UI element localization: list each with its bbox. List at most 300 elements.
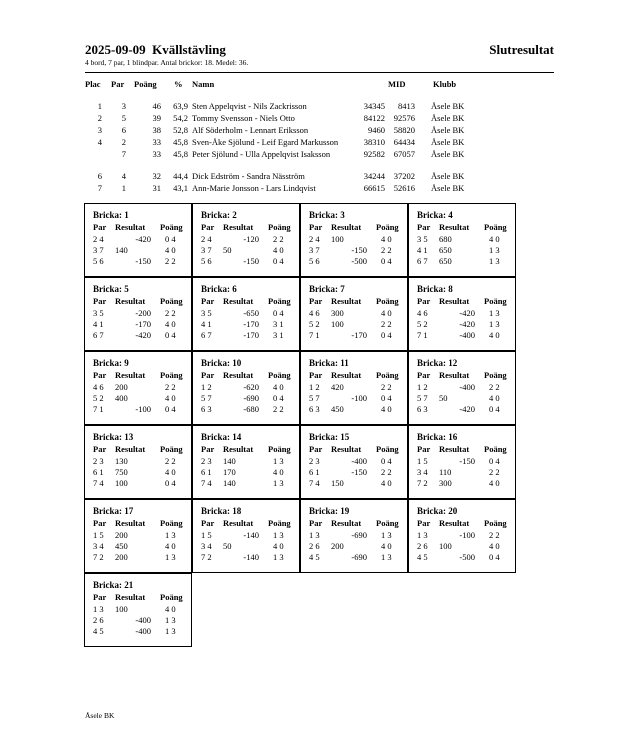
board-line: [193, 308, 301, 319]
par: 6: [121, 125, 126, 135]
points: 1 3: [165, 615, 176, 625]
mid1: 84122: [363, 113, 385, 123]
score-pos: 650: [439, 256, 452, 266]
pct: 52,8: [173, 125, 188, 135]
klubb: Åsele BK: [431, 113, 465, 123]
board-header: [409, 222, 517, 233]
mid1: 38310: [363, 137, 385, 147]
points: 1 3: [165, 530, 176, 540]
score-pos: 170: [223, 467, 236, 477]
board-line: [85, 530, 193, 541]
pct: 45,8: [173, 149, 188, 159]
board-20: [408, 499, 516, 573]
resultat-header: Resultat: [439, 518, 470, 528]
board-header: [409, 518, 517, 529]
pair: 5 7: [309, 393, 320, 403]
pair: 2 4: [309, 234, 320, 244]
score-pos: 140: [115, 245, 128, 255]
pair: 7 2: [417, 478, 428, 488]
score-neg: -100: [135, 404, 151, 414]
board-line: [193, 467, 301, 478]
score-neg: -620: [243, 382, 259, 392]
board-number: 9: [124, 358, 129, 368]
board-1: [84, 203, 192, 277]
bricka-label: Bricka:: [201, 506, 230, 516]
score-neg: -170: [243, 319, 259, 329]
board-line: [301, 467, 409, 478]
points: 1 3: [381, 552, 392, 562]
names: Sven-Åke Sjölund - Leif Egard Markusson: [192, 137, 339, 147]
par: 3: [121, 101, 126, 111]
mid2: 64434: [393, 137, 415, 147]
points: 2 2: [273, 234, 284, 244]
bricka-label: Bricka:: [93, 358, 122, 368]
board-title: [93, 580, 133, 590]
board-title: [201, 358, 241, 368]
pair: 5 2: [93, 393, 104, 403]
pair: 3 4: [93, 541, 104, 551]
board-line: [301, 256, 409, 267]
pair: 5 7: [417, 393, 428, 403]
par: 2: [121, 137, 126, 147]
score-pos: 200: [115, 382, 128, 392]
points: 2 2: [165, 256, 176, 266]
board-14: [192, 425, 300, 499]
row-spacer: [85, 161, 555, 171]
par-header: Par: [309, 370, 323, 380]
points: 1 3: [489, 245, 500, 255]
pct: 43,1: [173, 183, 188, 193]
board-header: [85, 444, 193, 455]
board-line: [193, 456, 301, 467]
board-line: [301, 319, 409, 330]
board-line: [301, 456, 409, 467]
pct: 54,2: [173, 113, 188, 123]
pair: 6 1: [201, 467, 212, 477]
pair: 4 1: [93, 319, 104, 329]
board-line: [193, 393, 301, 404]
pair: 1 2: [309, 382, 320, 392]
klubb: Åsele BK: [431, 101, 465, 111]
score-neg: -150: [351, 467, 367, 477]
board-number: 11: [340, 358, 349, 368]
plac: 4: [97, 137, 102, 147]
points: 0 4: [165, 234, 176, 244]
par-header: Par: [201, 370, 215, 380]
score-pos: 200: [331, 541, 344, 551]
score-neg: -120: [243, 234, 259, 244]
resultat-header: Resultat: [115, 592, 146, 602]
score-pos: 140: [223, 478, 236, 488]
board-9: [84, 351, 192, 425]
results-table: [85, 101, 555, 195]
score-pos: 300: [439, 478, 452, 488]
score-pos: 300: [331, 308, 344, 318]
score-pos: 400: [115, 393, 128, 403]
board-number: 16: [448, 432, 458, 442]
points: 2 2: [489, 530, 500, 540]
points: 0 4: [165, 478, 176, 488]
bricka-label: Bricka:: [309, 432, 338, 442]
score-pos: 450: [115, 541, 128, 551]
points: 2 2: [489, 382, 500, 392]
pair: 1 3: [93, 604, 104, 614]
board-title: [309, 358, 349, 368]
board-line: [409, 234, 517, 245]
poang: 33: [152, 137, 161, 147]
bricka-label: Bricka:: [417, 284, 446, 294]
bricka-label: Bricka:: [201, 210, 230, 220]
points: 0 4: [489, 404, 500, 414]
points: 4 0: [489, 330, 500, 340]
board-2: [192, 203, 300, 277]
poang-header: Poäng: [376, 222, 399, 232]
points: 4 0: [165, 604, 176, 614]
points: 1 3: [489, 256, 500, 266]
resultat-header: Resultat: [223, 444, 254, 454]
board-line: [409, 552, 517, 563]
board-19: [300, 499, 408, 573]
pair: 4 5: [93, 626, 104, 636]
points: 0 4: [381, 456, 392, 466]
board-header: [193, 444, 301, 455]
points: 4 0: [489, 234, 500, 244]
board-7: [300, 277, 408, 351]
board-title: [201, 284, 237, 294]
board-21: [84, 573, 192, 647]
pair: 7 2: [93, 552, 104, 562]
par-header: Par: [93, 370, 107, 380]
board-line: [301, 404, 409, 415]
board-number: 19: [340, 506, 350, 516]
board-number: 12: [448, 358, 458, 368]
par-header: Par: [201, 222, 215, 232]
resultat-header: Resultat: [331, 518, 362, 528]
score-neg: -170: [135, 319, 151, 329]
score-neg: -400: [135, 626, 151, 636]
score-pos: 50: [223, 541, 232, 551]
points: 0 4: [381, 256, 392, 266]
pair: 4 1: [417, 245, 428, 255]
result-row: [85, 183, 555, 195]
bricka-label: Bricka:: [93, 506, 122, 516]
resultat-header: Resultat: [115, 222, 146, 232]
names: Alf Söderholm - Lennart Eriksson: [192, 125, 309, 135]
score-pos: 50: [223, 245, 232, 255]
points: 2 2: [381, 382, 392, 392]
points: 2 2: [165, 382, 176, 392]
points: 2 2: [489, 467, 500, 477]
board-title: [93, 284, 129, 294]
col-plac: Plac: [85, 79, 101, 89]
pair: 4 5: [417, 552, 428, 562]
par: 4: [121, 171, 126, 181]
par-header: Par: [309, 222, 323, 232]
pct: 44,4: [173, 171, 188, 181]
pair: 1 3: [309, 530, 320, 540]
par-header: Par: [309, 296, 323, 306]
score-neg: -150: [135, 256, 151, 266]
resultat-header: Resultat: [223, 370, 254, 380]
points: 4 0: [381, 478, 392, 488]
par: 1: [121, 183, 126, 193]
bricka-label: Bricka:: [93, 432, 122, 442]
points: 1 3: [273, 552, 284, 562]
bricka-label: Bricka:: [309, 358, 338, 368]
score-neg: -150: [351, 245, 367, 255]
par: 7: [121, 149, 126, 159]
board-number: 2: [232, 210, 237, 220]
board-line: [85, 382, 193, 393]
board-title: [201, 506, 241, 516]
klubb: Åsele BK: [431, 171, 465, 181]
score-pos: 100: [115, 478, 128, 488]
pair: 7 1: [93, 404, 104, 414]
board-line: [409, 245, 517, 256]
points: 3 1: [273, 330, 284, 340]
col-poang: Poäng: [134, 79, 157, 89]
par-header: Par: [417, 222, 431, 232]
names: Ann-Marie Jonsson - Lars Lindqvist: [192, 183, 316, 193]
board-title: [201, 210, 237, 220]
board-number: 21: [124, 580, 134, 590]
board-line: [193, 552, 301, 563]
pair: 3 7: [93, 245, 104, 255]
board-title: [309, 432, 349, 442]
bricka-label: Bricka:: [417, 358, 446, 368]
board-line: [409, 393, 517, 404]
points: 4 0: [381, 541, 392, 551]
board-header: [193, 518, 301, 529]
points: 0 4: [273, 393, 284, 403]
par-header: Par: [417, 444, 431, 454]
pair: 3 4: [417, 467, 428, 477]
resultat-header: Resultat: [439, 296, 470, 306]
score-neg: -650: [243, 308, 259, 318]
board-line: [301, 234, 409, 245]
score-pos: 100: [115, 604, 128, 614]
board-5: [84, 277, 192, 351]
board-line: [193, 319, 301, 330]
points: 4 0: [273, 541, 284, 551]
board-title: [93, 506, 133, 516]
board-header: [301, 444, 409, 455]
board-number: 3: [340, 210, 345, 220]
board-line: [85, 456, 193, 467]
col-namn: Namn: [192, 79, 215, 89]
par-header: Par: [417, 518, 431, 528]
board-18: [192, 499, 300, 573]
board-line: [193, 382, 301, 393]
board-title: [417, 506, 457, 516]
board-line: [301, 541, 409, 552]
result-row: [85, 125, 555, 137]
resultat-header: Resultat: [223, 296, 254, 306]
points: 1 3: [273, 456, 284, 466]
poang-header: Poäng: [268, 370, 291, 380]
board-header: [85, 592, 193, 603]
resultat-header: Resultat: [331, 222, 362, 232]
board-header: [193, 222, 301, 233]
board-number: 1: [124, 210, 129, 220]
board-line: [301, 478, 409, 489]
pct: 45,8: [173, 137, 188, 147]
points: 1 3: [489, 308, 500, 318]
points: 1 3: [273, 478, 284, 488]
pair: 2 3: [309, 456, 320, 466]
board-line: [85, 604, 193, 615]
score-neg: -140: [243, 552, 259, 562]
pair: 7 1: [417, 330, 428, 340]
plac: 3: [97, 125, 102, 135]
board-header: [409, 370, 517, 381]
pair: 3 4: [201, 541, 212, 551]
board-number: 5: [124, 284, 129, 294]
board-line: [85, 478, 193, 489]
board-number: 8: [448, 284, 453, 294]
plac: 7: [97, 183, 102, 193]
board-title: [417, 358, 457, 368]
pair: 3 7: [201, 245, 212, 255]
board-line: [85, 256, 193, 267]
col-pct: %: [174, 79, 183, 89]
board-number: 13: [124, 432, 134, 442]
poang-header: Poäng: [268, 296, 291, 306]
board-11: [300, 351, 408, 425]
board-number: 17: [124, 506, 134, 516]
score-neg: -690: [351, 530, 367, 540]
poang-header: Poäng: [484, 370, 507, 380]
pair: 6 3: [309, 404, 320, 414]
poang-header: Poäng: [268, 444, 291, 454]
par-header: Par: [93, 518, 107, 528]
resultat-header: Resultat: [115, 370, 146, 380]
board-number: 15: [340, 432, 350, 442]
pair: 2 6: [93, 615, 104, 625]
score-neg: -690: [243, 393, 259, 403]
pair: 2 3: [201, 456, 212, 466]
points: 2 2: [381, 319, 392, 329]
poang-header: Poäng: [160, 444, 183, 454]
poang-header: Poäng: [160, 518, 183, 528]
board-15: [300, 425, 408, 499]
result-row: [85, 171, 555, 183]
board-title: [417, 432, 457, 442]
board-number: 18: [232, 506, 242, 516]
points: 1 3: [165, 552, 176, 562]
score-pos: 200: [115, 530, 128, 540]
points: 0 4: [381, 330, 392, 340]
board-header: [409, 296, 517, 307]
points: 0 4: [165, 330, 176, 340]
poang-header: Poäng: [160, 296, 183, 306]
board-line: [409, 541, 517, 552]
board-header: [301, 518, 409, 529]
points: 4 0: [273, 245, 284, 255]
poang-header: Poäng: [484, 444, 507, 454]
board-6: [192, 277, 300, 351]
board-4: [408, 203, 516, 277]
board-title: [93, 210, 129, 220]
page-title: [85, 42, 226, 58]
score-neg: -420: [135, 234, 151, 244]
points: 1 3: [165, 626, 176, 636]
bricka-label: Bricka:: [309, 506, 338, 516]
footer-club: Åsele BK: [85, 711, 115, 720]
poang: 33: [152, 149, 161, 159]
board-line: [409, 404, 517, 415]
board-line: [301, 245, 409, 256]
board-line: [85, 404, 193, 415]
board-line: [301, 308, 409, 319]
pair: 2 6: [309, 541, 320, 551]
score-neg: -400: [135, 615, 151, 625]
poang-header: Poäng: [376, 444, 399, 454]
pair: 3 5: [201, 308, 212, 318]
points: 2 2: [381, 245, 392, 255]
result-row: [85, 149, 555, 161]
score-pos: 150: [331, 478, 344, 488]
pair: 3 5: [93, 308, 104, 318]
board-line: [85, 245, 193, 256]
board-title: [309, 506, 349, 516]
mid2: 37202: [393, 171, 415, 181]
points: 0 4: [165, 404, 176, 414]
board-line: [193, 478, 301, 489]
poang: 38: [152, 125, 161, 135]
pair: 4 6: [417, 308, 428, 318]
board-line: [193, 234, 301, 245]
pct: 63,9: [173, 101, 188, 111]
points: 4 0: [381, 234, 392, 244]
poang-header: Poäng: [268, 222, 291, 232]
mid2: 92576: [393, 113, 415, 123]
bricka-label: Bricka:: [93, 580, 122, 590]
result-row: [85, 137, 555, 149]
points: 2 2: [165, 308, 176, 318]
par-header: Par: [309, 518, 323, 528]
board-header: [85, 222, 193, 233]
pair: 7 2: [201, 552, 212, 562]
board-header: [301, 370, 409, 381]
pair: 2 4: [93, 234, 104, 244]
pair: 6 7: [417, 256, 428, 266]
par: 5: [121, 113, 126, 123]
mid1: 34345: [363, 101, 385, 111]
points: 2 2: [165, 456, 176, 466]
score-pos: 130: [115, 456, 128, 466]
par-header: Par: [93, 444, 107, 454]
result-row: [85, 113, 555, 125]
score-neg: -500: [351, 256, 367, 266]
par-header: Par: [93, 592, 107, 602]
pair: 6 7: [93, 330, 104, 340]
board-16: [408, 425, 516, 499]
points: 4 0: [165, 467, 176, 477]
pair: 5 6: [93, 256, 104, 266]
bricka-label: Bricka:: [309, 210, 338, 220]
poang: 46: [152, 101, 161, 111]
result-type: Slutresultat: [489, 42, 554, 57]
names: Tommy Svensson - Niels Otto: [192, 113, 295, 123]
board-line: [85, 319, 193, 330]
board-number: 7: [340, 284, 345, 294]
pair: 1 5: [417, 456, 428, 466]
mid2: 67057: [393, 149, 415, 159]
score-pos: 100: [331, 234, 344, 244]
resultat-header: Resultat: [331, 370, 362, 380]
score-neg: -150: [243, 256, 259, 266]
